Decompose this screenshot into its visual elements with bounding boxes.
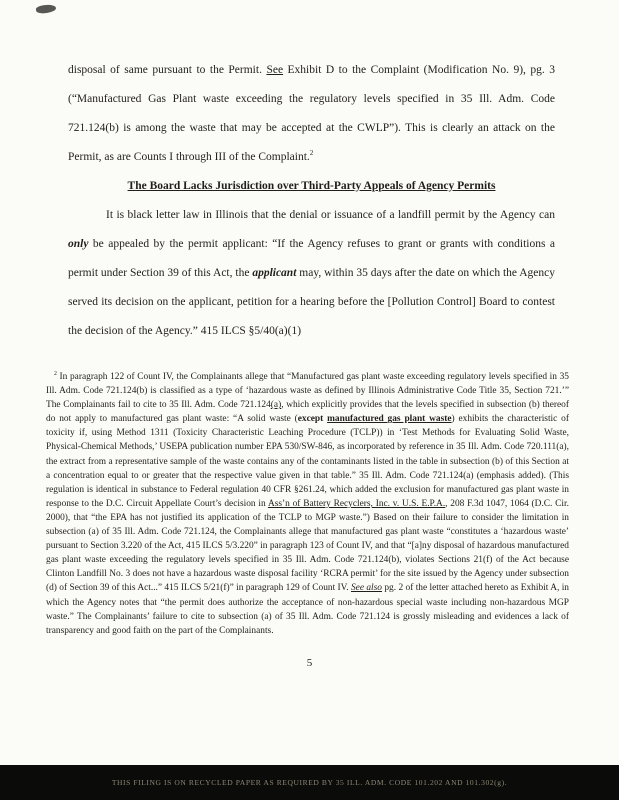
paragraph-jurisdiction: It is black letter law in Illinois that the denial or issuance of a landfill permit by the Agency can only be appealed by the permit applicant: “If the Agency refuses to grant or grants with conditions a permit under Section 39 of this Act, the applicant may, within 35 days after the date on which the Agency served its decision on the applicant, petition for a hearing before the [Pollution Control] Board to contest the decision of the Agency.” 415 ILCS §5/40(a)(1) bbox=[68, 209, 555, 337]
paragraph-permit-attack: disposal of same pursuant to the Permit. See Exhibit D to the Complaint (Modification No. 9), pg. 3 (“Manufactured Gas Plant waste exceeding the regulatory levels specified in 35 Ill. Adm. Code 721.124(b) is among the waste that may be accepted at the CWLP”). This is clearly an attack on the Permit, as are Counts I through III of the Complaint.$^2$ bbox=[68, 64, 555, 163]
recycled-paper-notice: THIS FILING IS ON RECYCLED PAPER AS REQUIRED BY 35 ILL. ADM. CODE 101.202 AND 101.302(g). bbox=[111, 778, 508, 787]
section-heading-text: The Board Lacks Jurisdiction over Third-Party Appeals of Agency Permits bbox=[127, 180, 496, 192]
scan-artifact bbox=[36, 4, 57, 15]
section-heading bbox=[68, 172, 555, 201]
page-number: 5 bbox=[306, 656, 313, 669]
footnote-2: $^2$ In paragraph 122 of Count IV, the Complainants allege that “Manufactured gas plant waste exceeding regulatory levels specified in 35 Ill. Adm. Code 721.124(b) is classified as a type of ‘hazardous waste as defined by Illinois Administrative Code Title 35, Section 721.’” The Complainants fail to cite to 35 Ill. Adm. Code 721.124(a), which explicitly provides that the levels specified in subsection (b) thereof do not apply to manufactured gas plant waste: “A solid waste (except manufactured gas plant waste) exhibits the characteristic of toxicity if, using Method 1311 (Toxicity Characteristic Leaching Procedure (TCLP)) in ‘Test Methods for Evaluating Solid Waste, Physical-Chemical Methods,’ USEPA publication number EPA 530/SW-846, as incorporated by reference in 35 Ill. Adm. Code 720.111(a), the extract from a representative sample of the waste contains any of the contaminants listed in the table in subsection (b) of this Section at a concentration equal to or greater that the respective value given in that table.” 35 Ill. Adm. Code 721.124(a) (emphasis added). (This regulation is identical in substance to Federal regulation 40 CFR §261.24, which added the exclusion for manufactured gas plant waste in response to the D.C. Circuit Appellate Court’s decision in Ass’n of Battery Recyclers, Inc. v. U.S. E.P.A., 208 F.3d 1047, 1064 (D.C. Cir. 2000), that “the EPA has not justified its application of the TCLP to MGP waste.”) Based on their failure to consider the limitation in subsection (a) of 35 Ill. Adm. Code 721.124, the Complainants allege that manufactured gas plant waste “constitutes a ‘hazardous waste’ pursuant to Section 3.220 of the Act, 415 ILCS 5/3.220” in paragraph 123 of Count IV, and that “[a]ny disposal of hazardous manufactured gas plant waste exceeding the regulatory levels specified in 35 Ill. Adm. Code 721.124(b), violates Sections 21(f) of the Act because Clinton Landfill No. 3 does not have a hazardous waste disposal facility ‘RCRA permit’ for the site issued by the Agency under subsection (d) of Section 39 of this Act...” 415 ILCS 5/21(f)” in paragraph 129 of Count IV. See also pg. 2 of the letter attached hereto as Exhibit A, in which the Agency notes that “the permit does authorize the acceptance of non-hazardous special waste including non-hazardous MGP waste.” The Complainants’ failure to cite to subsection (a) of 35 Ill. Adm. Code 721.124 is grossly misleading and evidences a lack of transparency and good faith on the part of the Complainants. bbox=[46, 370, 569, 636]
body-text bbox=[68, 56, 555, 346]
footer-band bbox=[0, 765, 619, 800]
